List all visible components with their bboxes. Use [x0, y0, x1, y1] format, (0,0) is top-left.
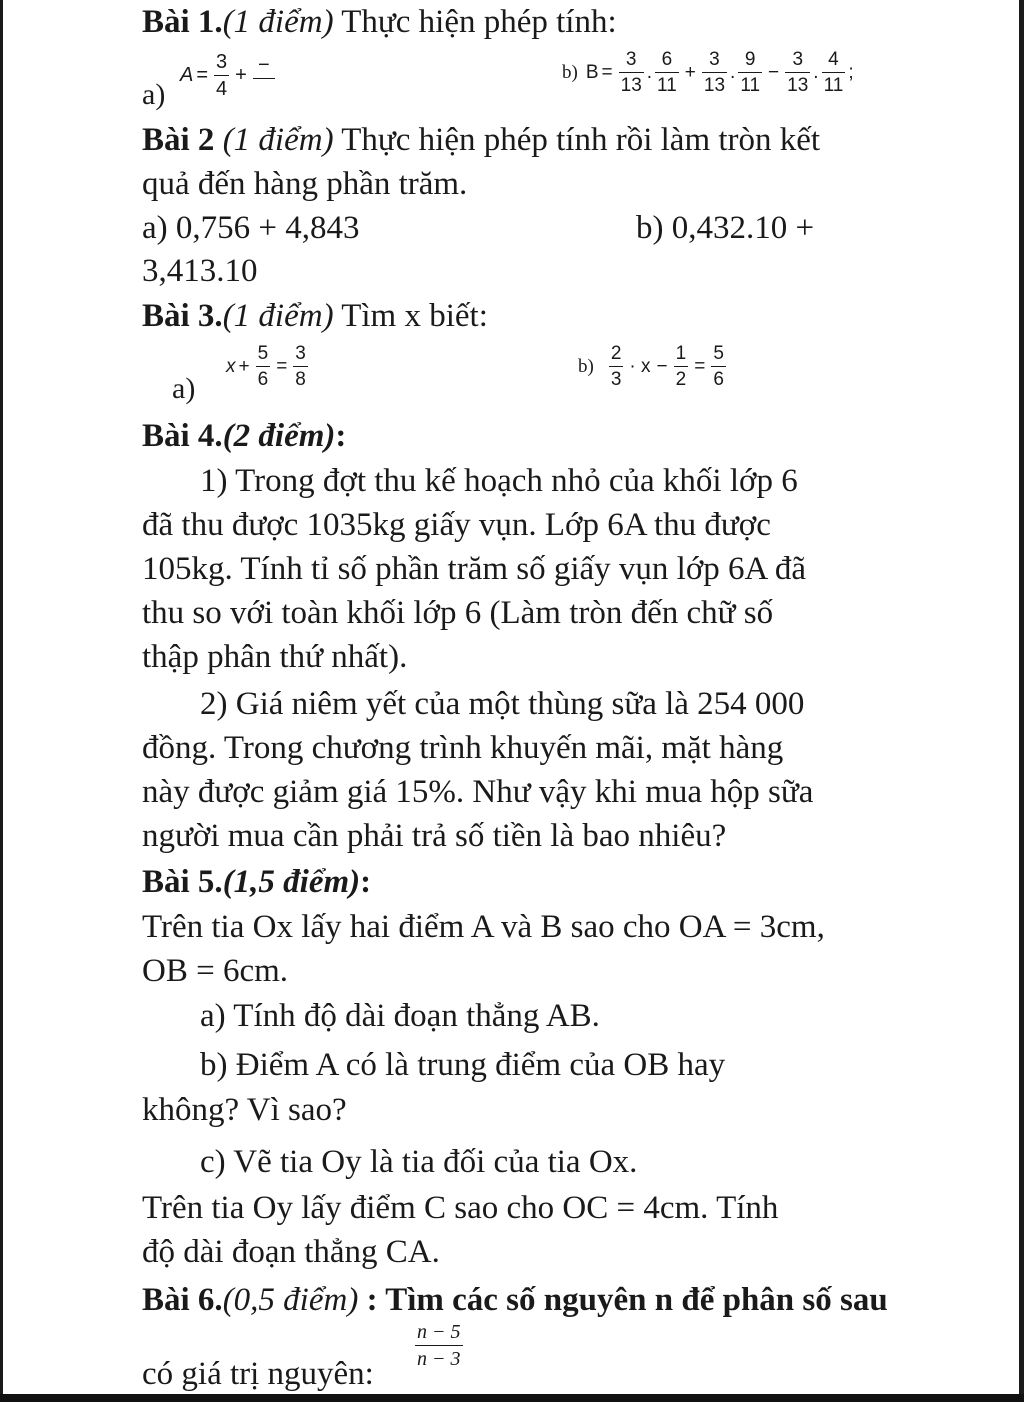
bai2-heading-line [142, 120, 820, 160]
bai3-b-expression: b) $\frac{2}{3}$ · x − $\frac{1}{2}$ = $\frac{5}{6}$ [578, 343, 724, 390]
bai1-b-frac2: $\frac{6}{11}$ [657, 49, 677, 96]
bai1-b-frac1: $\frac{3}{13}$ [620, 49, 642, 96]
bai4-p2-line: đồng. Trong chương trình khuyến mãi, mặt hàng [142, 730, 784, 766]
bai3-instruction: Tìm x biết: [333, 298, 488, 334]
bai5-line: độ dài đoạn thẳng CA. [142, 1234, 440, 1270]
bai5-line: Trên tia Oy lấy điểm C sao cho OC = 4cm. Tính [142, 1190, 779, 1226]
bai6-denominator: n − 3 [415, 1345, 463, 1369]
bai4-p2-line: 2) Giá niêm yết của một thùng sữa là 254 000 [200, 686, 805, 722]
bai3-title: Bài 3. [142, 298, 223, 334]
bai4-p2-line: này được giảm giá 15%. Như vậy khi mua hộp sữa [142, 774, 814, 810]
bai1-title: Bài 1. [142, 4, 223, 40]
bai1-heading-line [142, 2, 617, 42]
bai2-title: Bài 2 [142, 122, 215, 158]
bai1-a-expression [180, 52, 278, 99]
bai1-a-var: A [180, 64, 194, 86]
bai1-a-plus: + [235, 64, 247, 86]
bai4-p2-line: người mua cần phải trả số tiền là bao nhiêu? [142, 818, 727, 854]
bai3-b-label: b) [578, 355, 594, 377]
bai3-a-expression: x + $\frac{5}{6}$ = $\frac{3}{8}$ [226, 343, 306, 390]
bai5-heading-line: Bài 5.(1,5 điểm): [142, 864, 372, 900]
bai4-p1-line: thập phân thứ nhất). [142, 639, 408, 675]
bai5-line: OB = 6cm. [142, 953, 289, 989]
bai4-p1-line: 1) Trong đợt thu kế hoạch nhỏ của khối lớp 6 [200, 463, 798, 499]
bai1-a-eq: = [196, 64, 209, 86]
bai1-a-label: a) [142, 78, 166, 111]
bai5-points: (1,5 điểm) [222, 864, 361, 900]
bai5-line: không? Vì sao? [142, 1092, 347, 1128]
bai1-b-frac4: $\frac{9}{11}$ [740, 49, 761, 96]
bai4-p1-line: đã thu được 1035kg giấy vụn. Lớp 6A thu được [142, 507, 771, 543]
bai1-b-frac6: $\frac{4}{11}$ [823, 49, 844, 96]
bai6-heading-line [142, 1280, 888, 1320]
bai6-title: Bài 6. [142, 1282, 223, 1318]
bai3-b-frac3: $\frac{5}{6}$ [713, 343, 724, 390]
bai2-a: a) 0,756 + 4,843 [142, 210, 360, 246]
bai6-fraction [412, 1322, 466, 1369]
bai4-title: Bài 4. [142, 418, 223, 454]
bai6-points: (0,5 điểm) [222, 1282, 359, 1318]
bai1-b-expression: b) B = $\frac{3}{13}$ . $\frac{6}{11}$ + $\frac{3}{13}$ . $\frac{9}{11}$ − $\frac{3}{13}$ . $\frac{4}{11}$ ; [562, 49, 854, 96]
bai3-a-frac1: $\frac{5}{6}$ [257, 343, 269, 390]
photo-edge-bottom [0, 1394, 1024, 1402]
bai6-instruction: : Tìm các số nguyên n để phân số sau [358, 1282, 888, 1318]
bai3-b-frac1: $\frac{2}{3}$ [610, 343, 622, 390]
bai3-points: (1 điểm) [222, 298, 334, 334]
bai2-line2: quả đến hàng phần trăm. [142, 166, 468, 202]
bai1-b-frac3: $\frac{3}{13}$ [703, 49, 726, 96]
bai1-instruction: Thực hiện phép tính: [333, 4, 617, 40]
bai3-heading-line [142, 296, 488, 336]
bai1-b-label: b) [562, 61, 578, 83]
photo-edge-left [0, 0, 3, 1402]
bai1-points: (1 điểm) [222, 4, 334, 40]
bai1-b-frac5: $\frac{3}{13}$ [787, 49, 809, 96]
bai6-line2: có giá trị nguyên: [142, 1356, 374, 1392]
bai5-line: c) Vẽ tia Oy là tia đối của tia Ox. [200, 1144, 638, 1180]
bai4-points: (2 điểm) [222, 418, 336, 454]
bai3-b-frac2: $\frac{1}{2}$ [675, 343, 687, 390]
bai5-line: Trên tia Ox lấy hai điểm A và B sao cho OA = 3cm, [142, 909, 825, 945]
bai1-a-frac1: $\frac{3}{4}$ [216, 51, 228, 100]
photo-edge-right [1019, 0, 1024, 1402]
bai3-a-frac2: $\frac{3}{8}$ [295, 343, 306, 390]
bai3-a-label: a) [172, 372, 196, 405]
bai2-points: (1 điểm) [222, 122, 334, 158]
bai6-numerator: n − 5 [417, 1321, 461, 1343]
bai5-title: Bài 5. [142, 864, 223, 900]
bai1-a-frac2: − [253, 55, 275, 82]
bai4-heading-line: Bài 4.(2 điểm): [142, 418, 347, 454]
bai5-line: a) Tính độ dài đoạn thẳng AB. [200, 998, 600, 1034]
bai2-b-cont: 3,413.10 [142, 253, 258, 289]
bai4-p1-line: 105kg. Tính tỉ số phần trăm số giấy vụn lớp 6A đã [142, 551, 806, 587]
bai2-instruction: Thực hiện phép tính rồi làm tròn kết [333, 122, 821, 158]
bai5-line: b) Điểm A có là trung điểm của OB hay [200, 1047, 726, 1083]
bai4-p1-line: thu so với toàn khối lớp 6 (Làm tròn đến chữ số [142, 595, 774, 631]
bai2-b: b) 0,432.10 + [636, 210, 815, 246]
